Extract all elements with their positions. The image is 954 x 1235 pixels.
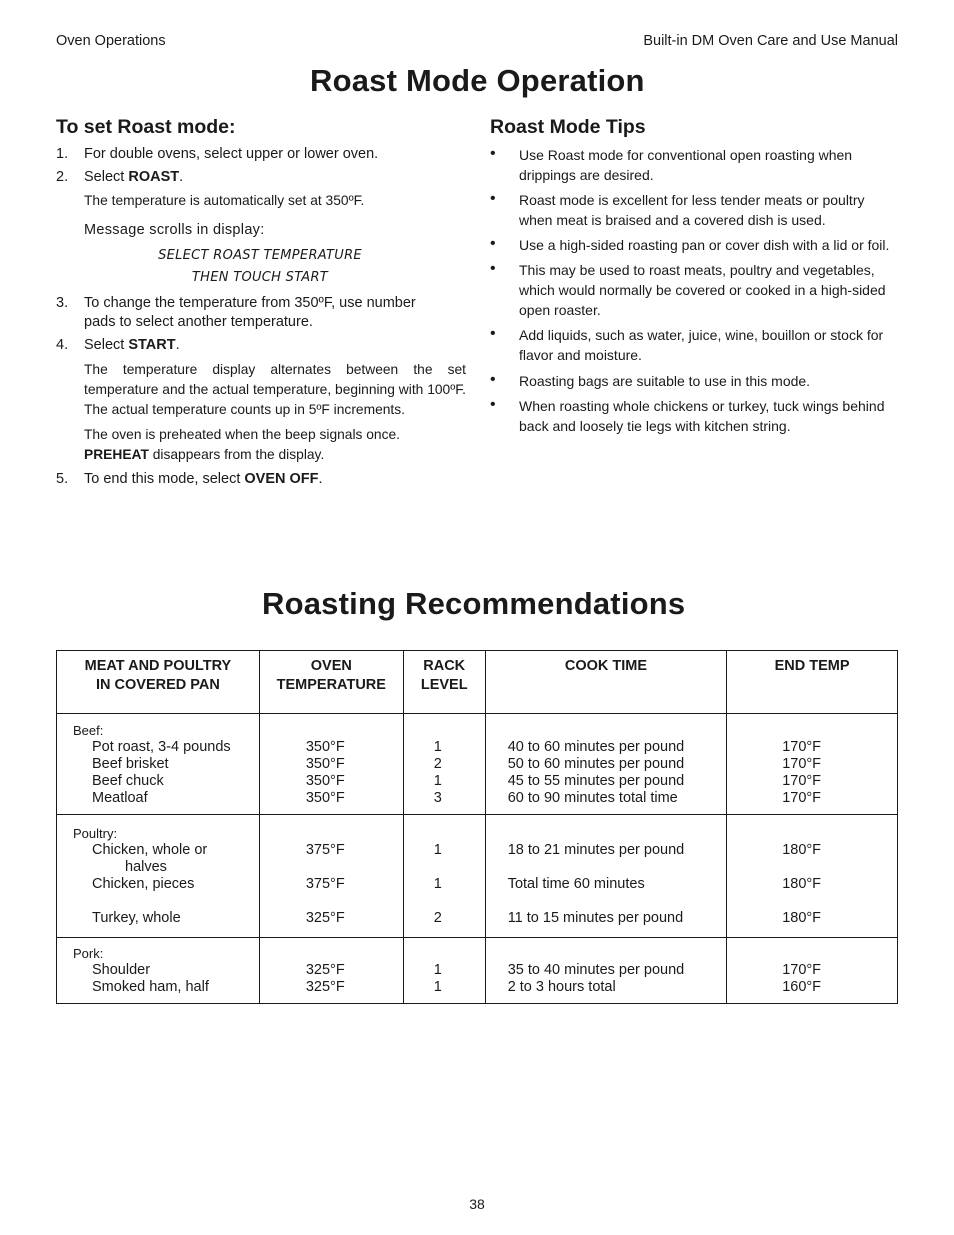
end-temp-cell: 170°F 170°F 170°F 170°F xyxy=(727,714,898,815)
step-4-note-1: The temperature display alternates between the set temperature and the actual temperature, beginning with 100ºF. The actual temperature counts up in 5ºF increments. xyxy=(84,362,466,417)
bullet-icon: • xyxy=(490,371,496,388)
step-text: Select xyxy=(84,169,129,185)
step-4-note-2 xyxy=(84,425,466,465)
step-text-end: . xyxy=(175,337,180,353)
tip-item xyxy=(490,260,898,320)
category-label: Pork: xyxy=(73,946,104,961)
tip-item xyxy=(490,371,898,391)
roast-keyword: ROAST xyxy=(128,169,180,185)
bullet-icon: • xyxy=(490,145,496,162)
rack-level-cell: 1 2 1 3 xyxy=(403,714,485,815)
column-header: MEAT AND POULTRY IN COVERED PAN xyxy=(57,651,260,714)
step-2-note: The temperature is automatically set at 350ºF. xyxy=(84,193,365,208)
display-message-line-2: THEN TOUCH START xyxy=(191,270,329,285)
step-text: For double ovens, select upper or lower oven. xyxy=(84,146,379,162)
step-text: Select xyxy=(84,337,129,353)
meat-cell: Poultry: Chicken, whole or halves Chicken, pieces Turkey, whole xyxy=(57,815,260,938)
step-number: 3. xyxy=(56,295,69,311)
rack-level-cell: 1 1 2 xyxy=(403,815,485,938)
tip-text: When roasting whole chickens or turkey, tuck wings behind back and loosely tie legs with kitchen string. xyxy=(519,398,885,434)
tip-text: Use a high-sided roasting pan or cover dish with a lid or foil. xyxy=(519,237,890,253)
step-text: To end this mode, select xyxy=(84,471,245,487)
step-2 xyxy=(56,168,466,187)
tip-text: This may be used to roast meats, poultry and vegetables, which would normally be covered or cooked in a high-sided open roaster. xyxy=(519,262,886,318)
table-header-row xyxy=(57,651,898,714)
bullet-icon: • xyxy=(490,190,496,207)
tip-item xyxy=(490,145,898,185)
oven-temp-cell: 375°F 375°F 325°F xyxy=(259,815,403,938)
rack-level-cell: 1 1 xyxy=(403,938,485,1004)
recommendations-title: Roasting Recommendations xyxy=(262,586,686,621)
column-header: COOK TIME xyxy=(485,651,727,714)
header-manual-title: Built-in DM Oven Care and Use Manual xyxy=(643,33,898,49)
bullet-icon: • xyxy=(490,260,496,277)
column-header: END TEMP xyxy=(727,651,898,714)
tip-item xyxy=(490,325,898,365)
page-title: Roast Mode Operation xyxy=(310,63,645,98)
meat-cell: Pork: Shoulder Smoked ham, half xyxy=(57,938,260,1004)
tip-text: Use Roast mode for conventional open roasting when drippings are desired. xyxy=(519,147,853,183)
oven-temp-cell: 325°F 325°F xyxy=(259,938,403,1004)
step-number: 4. xyxy=(56,337,69,353)
step-number: 1. xyxy=(56,146,69,162)
category-label: Poultry: xyxy=(73,826,118,841)
tip-text: Roasting bags are suitable to use in this mode. xyxy=(519,373,811,389)
step-text-end: . xyxy=(179,169,184,185)
tip-item xyxy=(490,235,898,255)
step-number: 2. xyxy=(56,169,69,185)
end-temp-cell: 180°F 180°F 180°F xyxy=(727,815,898,938)
message-label: Message scrolls in display: xyxy=(84,222,265,238)
bullet-icon: • xyxy=(490,396,496,413)
category-label: Beef: xyxy=(73,723,104,738)
table-group-pork xyxy=(57,938,898,1004)
step-text-end: . xyxy=(318,471,323,487)
tips-heading: Roast Mode Tips xyxy=(490,116,646,138)
tip-item xyxy=(490,396,898,436)
table-group-beef xyxy=(57,714,898,815)
cook-time-cell: 18 to 21 minutes per pound Total time 60 minutes 11 to 15 minutes per pound xyxy=(485,815,727,938)
end-temp-cell: 170°F 160°F xyxy=(727,938,898,1004)
page-number: 38 xyxy=(469,1196,485,1212)
step-text: To change the temperature from 350ºF, use number pads to select another temperature. xyxy=(84,295,416,330)
step-1 xyxy=(56,145,466,164)
step-4 xyxy=(56,336,466,355)
step-5 xyxy=(56,470,466,489)
start-keyword: START xyxy=(128,337,176,353)
tip-text: Add liquids, such as water, juice, wine, bouillon or stock for flavor and moisture. xyxy=(519,327,884,363)
oven-temp-cell: 350°F 350°F 350°F 350°F xyxy=(259,714,403,815)
step-4-note-2-text: The oven is preheated when the beep signals once. xyxy=(84,427,401,442)
set-mode-heading: To set Roast mode: xyxy=(56,116,236,138)
step-number: 5. xyxy=(56,471,69,487)
oven-off-keyword: OVEN OFF xyxy=(244,471,319,487)
tip-text: Roast mode is excellent for less tender meats or poultry when meat is braised and a covered dish is used. xyxy=(519,192,865,228)
display-message-line-1: SELECT ROAST TEMPERATURE xyxy=(158,248,362,263)
meat-cell: Beef: Pot roast, 3-4 pounds Beef brisket Beef chuck Meatloaf xyxy=(57,714,260,815)
roasting-table xyxy=(56,650,898,1004)
tip-item xyxy=(490,190,898,230)
bullet-icon: • xyxy=(490,235,496,252)
cook-time-cell: 35 to 40 minutes per pound 2 to 3 hours total xyxy=(485,938,727,1004)
step-4-note-2-end: disappears from the display. xyxy=(148,447,325,462)
bullet-icon: • xyxy=(490,325,496,342)
column-header: RACK LEVEL xyxy=(403,651,485,714)
column-header: OVEN TEMPERATURE xyxy=(259,651,403,714)
preheat-keyword: PREHEAT xyxy=(84,447,149,462)
cook-time-cell: 40 to 60 minutes per pound 50 to 60 minutes per pound 45 to 55 minutes per pound 60 to 90 minutes total time xyxy=(485,714,727,815)
header-section-name: Oven Operations xyxy=(56,33,166,49)
table-group-poultry xyxy=(57,815,898,938)
step-3 xyxy=(56,294,466,332)
